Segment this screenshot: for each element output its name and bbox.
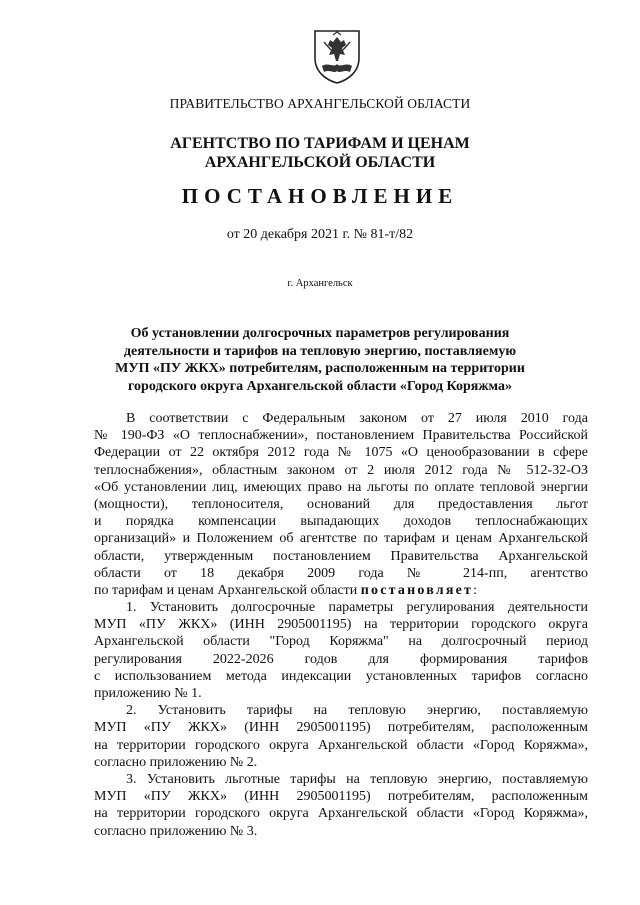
item-1-line: с использованием метода индексации установленных тарифов согласно [94, 668, 588, 684]
agency-name [0, 134, 640, 172]
preamble-end: по тарифам и ценам Архангельской области [94, 582, 358, 598]
body-line: № 190-ФЗ «О теплоснабжении», постановлением Правительства Российской [94, 428, 588, 444]
title-line: Об установлении долгосрочных параметров регулирования [130, 326, 510, 341]
document-type: ПОСТАНОВЛЕНИЕ [181, 184, 459, 208]
coat-of-arms-icon [312, 28, 362, 84]
item-2-line: 2. Установить тарифы на тепловую энергию, поставляемую [126, 703, 588, 719]
resolves-colon: : [473, 582, 477, 598]
document-body [94, 410, 588, 840]
title-line: деятельности и тарифов на тепловую энергию, поставляемую [123, 343, 517, 359]
item-2-line: согласно приложению № 2. [94, 754, 258, 770]
item-1-line: 1. Установить долгосрочные параметры регулирования деятельности [126, 600, 588, 616]
item-3-line: МУП «ПУ ЖКХ» (ИНН 2905001195) потребителям, расположенным [94, 789, 588, 805]
title-line: МУП «ПУ ЖКХ» потребителям, расположенным на территории [115, 361, 525, 376]
item-1-line: приложению № 1. [94, 686, 202, 701]
body-line: (мощности), теплоносителя, оснований для предоставления льгот [94, 496, 588, 512]
agency-name-line: АРХАНГЕЛЬСКОЙ ОБЛАСТИ [204, 154, 436, 171]
resolves-word: постановляет [360, 582, 474, 598]
item-3-line: на территории городского округа Архангельской области «Город Коряжма», [94, 806, 588, 822]
agency-name-line: АГЕНТСТВО ПО ТАРИФАМ И ЦЕНАМ [170, 135, 470, 152]
item-1-line: МУП «ПУ ЖКХ» (ИНН 2905001195) на территории городского округа [94, 617, 588, 633]
body-line: теплоснабжения», областным законом от 2 июля 2012 года № 512-32-ОЗ [94, 462, 588, 478]
document-title [0, 325, 640, 395]
item-1-line: Архангельской области "Город Коряжма" на долгосрочный период [94, 634, 588, 650]
body-line: и порядка компенсации выпадающих доходов теплоснабжающих [94, 514, 588, 530]
body-line: Федерации от 22 октября 2012 года № 1075 «О ценообразовании в сфере [94, 445, 588, 461]
body-line [94, 582, 588, 599]
body-line: «Об установлении лиц, имеющих право на льготы по оплате тепловой энергии [94, 479, 588, 495]
item-3-line: 3. Установить льготные тарифы на тепловую энергию, поставляемую [126, 771, 588, 787]
government-name: ПРАВИТЕЛЬСТВО АРХАНГЕЛЬСКОЙ ОБЛАСТИ [169, 96, 471, 111]
title-line: городского округа Архангельской области «Город Коряжма» [128, 378, 512, 394]
date-number: от 20 декабря 2021 г. № 81-т/82 [226, 227, 414, 242]
item-3-line: согласно приложению № 3. [94, 823, 258, 839]
body-line: организаций» и Положением об агентстве по тарифам и ценам Архангельской [94, 531, 588, 547]
item-2-line: на территории городского округа Архангельской области «Город Коряжма», [94, 737, 588, 753]
body-line: В соответствии с Федеральным законом от 27 июля 2010 года [126, 411, 588, 426]
item-2-line: МУП «ПУ ЖКХ» (ИНН 2905001195) потребителям, расположенным [94, 720, 588, 736]
item-1-line: регулирования 2022-2026 годов для формирования тарифов [94, 651, 588, 667]
city: г. Архангельск [287, 278, 353, 289]
body-line: области, утвержденным постановлением Правительства Архангельской [94, 548, 588, 564]
body-line: области от 18 декабря 2009 года № 214-пп, агентство [94, 565, 588, 581]
